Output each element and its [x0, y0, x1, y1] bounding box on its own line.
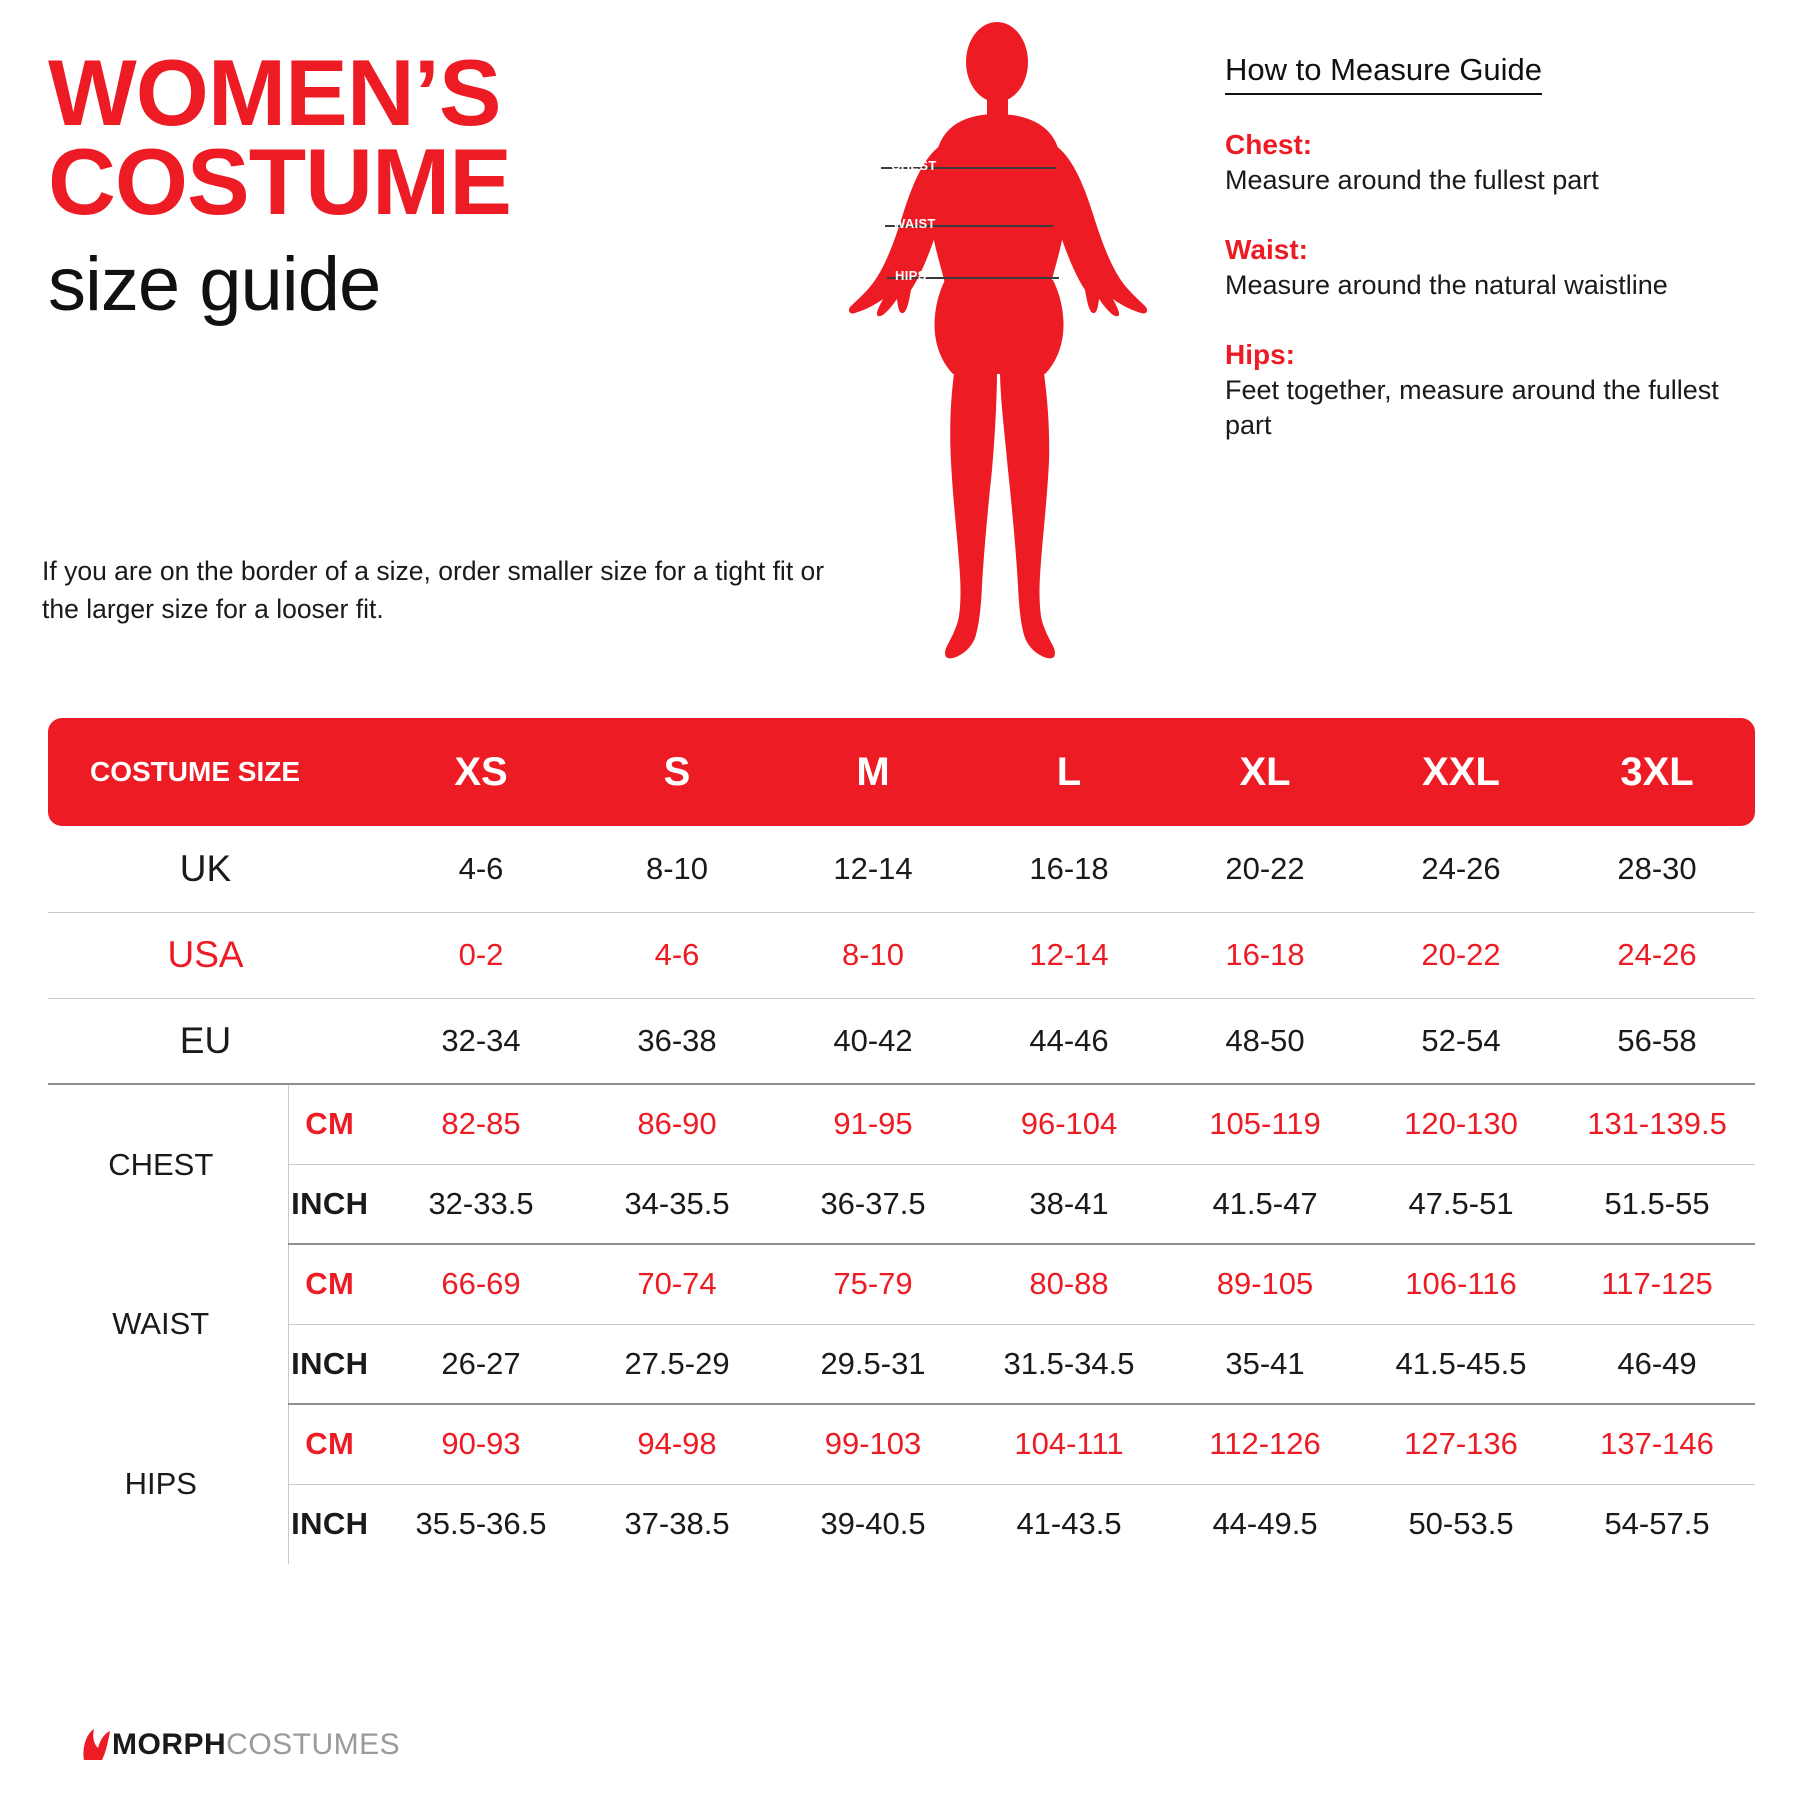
cell-chest-inch-s: 34-35.5 — [579, 1164, 775, 1244]
brand-footer — [80, 1726, 400, 1764]
cell-chest-cm-xxl: 120-130 — [1363, 1084, 1559, 1164]
unit-label-inch: INCH — [288, 1324, 383, 1404]
cell-hips-inch-xxl: 50-53.5 — [1408, 1506, 1514, 1542]
group-label-waist: WAIST — [112, 1306, 210, 1341]
cell-uk-m: 12-14 — [775, 826, 971, 912]
cell-hips-inch-xs: 35.5-36.5 — [415, 1506, 547, 1542]
brand-name — [112, 1728, 400, 1762]
unit-label-inch: INCH — [288, 1484, 383, 1564]
cell-eu-xs: 32-34 — [383, 998, 579, 1084]
table-row-eu — [48, 998, 1755, 1084]
cell-waist-inch-xl: 35-41 — [1167, 1324, 1363, 1404]
cell-chest-cm-xs: 82-85 — [383, 1084, 579, 1164]
how-to-measure-guide — [1225, 52, 1745, 479]
cell-eu-m: 40-42 — [775, 998, 971, 1084]
unit-label-cm: CM — [288, 1404, 383, 1484]
cell-chest-inch-xs: 32-33.5 — [383, 1164, 579, 1244]
row-label-usa: USA — [48, 912, 383, 998]
cell-uk-l: 16-18 — [971, 826, 1167, 912]
cell-hips-cm-3xl: 137-146 — [1559, 1404, 1755, 1484]
size-header-xl: XL — [1167, 718, 1363, 826]
page-title — [48, 40, 868, 328]
silhouette-shape — [849, 22, 1147, 658]
cell-chest-inch-xl: 41.5-47 — [1167, 1164, 1363, 1244]
cell-hips-inch-l: 41-43.5 — [1016, 1506, 1122, 1542]
unit-label-cm: CM — [288, 1084, 383, 1164]
table-header-row — [48, 718, 1755, 826]
cell-waist-cm-l: 80-88 — [971, 1244, 1167, 1324]
cell-usa-3xl: 24-26 — [1559, 912, 1755, 998]
table-row-waist-inch — [48, 1324, 1755, 1404]
cell-uk-xs: 4-6 — [383, 826, 579, 912]
cell-waist-inch-m: 29.5-31 — [775, 1324, 971, 1404]
size-chart — [48, 718, 1753, 1564]
table-row-waist-cm — [48, 1244, 1755, 1324]
cell-waist-cm-s: 70-74 — [579, 1244, 775, 1324]
row-label-uk: UK — [48, 826, 383, 912]
table-row-usa — [48, 912, 1755, 998]
cell-waist-cm-xl: 89-105 — [1167, 1244, 1363, 1324]
cell-waist-inch-l: 31.5-34.5 — [971, 1324, 1167, 1404]
size-header-xxl: XXL — [1363, 718, 1559, 826]
table-row-chest-inch — [48, 1164, 1755, 1244]
cell-usa-m: 8-10 — [775, 912, 971, 998]
title-line-1: WOMEN’S — [48, 40, 501, 145]
hips-measure-label: HIPS — [895, 268, 927, 283]
guide-item-label: Chest: — [1225, 129, 1313, 160]
cell-hips-inch-m: 39-40.5 — [820, 1506, 926, 1542]
unit-label-inch: INCH — [288, 1164, 383, 1244]
size-header-l: L — [971, 718, 1167, 826]
morph-logo-icon — [80, 1726, 114, 1764]
guide-item-text: Measure around the fullest part — [1225, 165, 1599, 195]
cell-chest-cm-3xl: 131-139.5 — [1559, 1084, 1755, 1164]
cell-eu-l: 44-46 — [971, 998, 1167, 1084]
cell-waist-inch-xs: 26-27 — [383, 1324, 579, 1404]
cell-hips-inch-s: 37-38.5 — [624, 1506, 730, 1542]
cell-waist-cm-xs: 66-69 — [383, 1244, 579, 1324]
cell-hips-cm-xl: 112-126 — [1167, 1404, 1363, 1484]
brand-name-bold: MORPH — [112, 1728, 227, 1761]
cell-hips-cm-l: 104-111 — [971, 1404, 1167, 1484]
cell-hips-inch-xl: 44-49.5 — [1212, 1506, 1318, 1542]
title-line-3: size guide — [48, 241, 381, 327]
cell-waist-inch-s: 27.5-29 — [579, 1324, 775, 1404]
size-header-xs: XS — [383, 718, 579, 826]
guide-item-chest — [1225, 129, 1745, 198]
cell-chest-inch-l: 38-41 — [971, 1164, 1167, 1244]
table-row-chest-cm — [48, 1084, 1755, 1164]
cell-usa-xl: 16-18 — [1167, 912, 1363, 998]
cell-hips-cm-xs: 90-93 — [383, 1404, 579, 1484]
guide-item-hips — [1225, 339, 1745, 443]
cell-chest-cm-s: 86-90 — [579, 1084, 775, 1164]
cell-waist-cm-xxl: 106-116 — [1363, 1244, 1559, 1324]
title-line-2: COSTUME — [48, 129, 511, 235]
fit-advice-note: If you are on the border of a size, order smaller size for a tight fit or the larger size for a looser fit. — [42, 556, 825, 625]
size-header-3xl: 3XL — [1559, 718, 1755, 826]
unit-label-cm: CM — [288, 1244, 383, 1324]
cell-chest-inch-3xl: 51.5-55 — [1559, 1164, 1755, 1244]
cell-uk-xl: 20-22 — [1167, 826, 1363, 912]
row-label-eu: EU — [48, 998, 383, 1084]
cell-hips-cm-xxl: 127-136 — [1363, 1404, 1559, 1484]
cell-usa-l: 12-14 — [971, 912, 1167, 998]
cell-waist-inch-3xl: 46-49 — [1559, 1324, 1755, 1404]
header — [0, 0, 1800, 700]
cell-hips-cm-s: 94-98 — [579, 1404, 775, 1484]
table-row-uk — [48, 826, 1755, 912]
cell-uk-xxl: 24-26 — [1363, 826, 1559, 912]
size-header-s: S — [579, 718, 775, 826]
cell-chest-cm-m: 91-95 — [775, 1084, 971, 1164]
group-label-chest: CHEST — [108, 1146, 214, 1182]
guide-item-text: Feet together, measure around the fullest part — [1225, 375, 1719, 441]
cell-eu-xxl: 52-54 — [1363, 998, 1559, 1084]
cell-uk-3xl: 28-30 — [1559, 826, 1755, 912]
brand-name-light: COSTUMES — [226, 1728, 401, 1761]
cell-eu-s: 36-38 — [579, 998, 775, 1084]
guide-item-label: Hips: — [1225, 339, 1295, 371]
cell-uk-s: 8-10 — [579, 826, 775, 912]
cell-waist-cm-m: 75-79 — [775, 1244, 971, 1324]
cell-eu-3xl: 56-58 — [1559, 998, 1755, 1084]
cell-chest-inch-xxl: 47.5-51 — [1363, 1164, 1559, 1244]
chest-measure-label: CHEST — [891, 158, 937, 173]
table-row-hips-inch — [48, 1484, 1755, 1564]
cell-usa-xxl: 20-22 — [1363, 912, 1559, 998]
guide-item-waist — [1225, 234, 1745, 303]
cell-hips-cm-m: 99-103 — [775, 1404, 971, 1484]
cell-chest-cm-xl: 105-119 — [1167, 1084, 1363, 1164]
cell-chest-inch-m: 36-37.5 — [775, 1164, 971, 1244]
waist-measure-label: WAIST — [893, 216, 936, 231]
cell-hips-inch-3xl: 54-57.5 — [1604, 1506, 1710, 1542]
cell-usa-xs: 0-2 — [383, 912, 579, 998]
female-body-silhouette — [845, 22, 1175, 672]
size-header-m: M — [775, 718, 971, 826]
group-label-hips: HIPS — [124, 1466, 197, 1501]
guide-item-text: Measure around the natural waistline — [1225, 270, 1668, 301]
guide-title: How to Measure Guide — [1225, 52, 1542, 95]
cell-waist-inch-xxl: 41.5-45.5 — [1363, 1324, 1559, 1404]
cell-chest-cm-l: 96-104 — [971, 1084, 1167, 1164]
guide-item-label: Waist: — [1225, 234, 1308, 266]
cell-usa-s: 4-6 — [579, 912, 775, 998]
cell-waist-cm-3xl: 117-125 — [1559, 1244, 1755, 1324]
cell-eu-xl: 48-50 — [1167, 998, 1363, 1084]
table-corner-label: COSTUME SIZE — [48, 718, 383, 826]
table-row-hips-cm — [48, 1404, 1755, 1484]
size-table — [48, 718, 1755, 1564]
